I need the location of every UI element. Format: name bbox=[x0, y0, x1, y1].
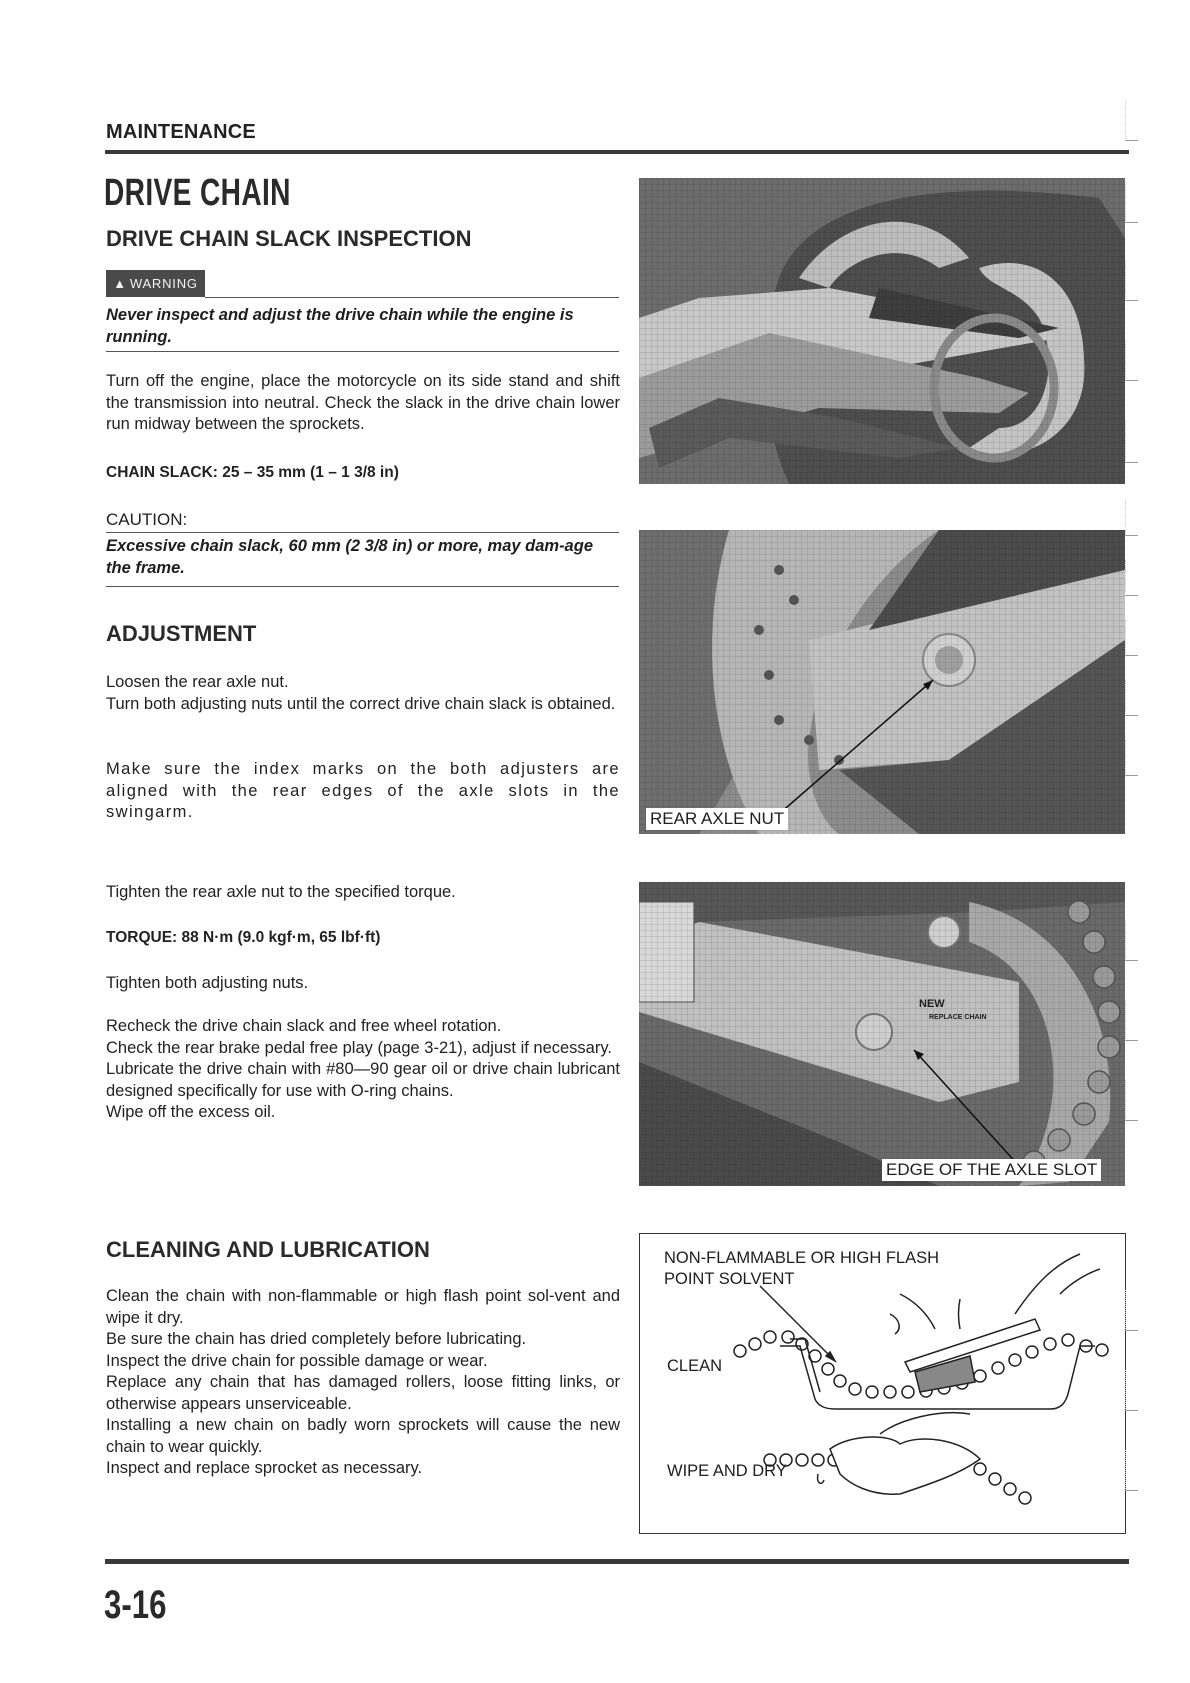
edge-mark bbox=[1125, 1370, 1138, 1411]
edge-mark bbox=[1125, 680, 1138, 716]
hand-brush bbox=[1015, 1254, 1100, 1314]
edge-mark bbox=[1125, 1290, 1138, 1331]
photo-axle-slot-art bbox=[639, 882, 1125, 1186]
inspection-heading: DRIVE CHAIN SLACK INSPECTION bbox=[106, 226, 472, 251]
adjustment-steps-5: Recheck the drive chain slack and free wheel rotation. Check the rear brake pedal free play (page 3-21), adjust if necessary. Lubricate the drive chain with #80—90 gear oil or drive chain lubricant designed specifically for use with O-ring chains. Wipe off the excess oil. bbox=[106, 1017, 620, 1121]
section-header: MAINTENANCE bbox=[106, 121, 256, 143]
photo-rear-axle-nut-art bbox=[639, 530, 1125, 834]
edge-mark bbox=[1125, 500, 1138, 536]
callout-rear-axle-nut: REAR AXLE NUT bbox=[646, 808, 788, 830]
diagram-label-solvent: NON-FLAMMABLE OR HIGH FLASH POINT SOLVENT bbox=[664, 1249, 940, 1288]
warning-rule-bottom bbox=[106, 351, 619, 352]
edge-mark bbox=[1125, 560, 1138, 596]
caution-rule-bottom bbox=[106, 586, 619, 587]
cleaning-text: Clean the chain with non-flammable or high flash point sol-vent and wipe it dry. Be sure the chain has dried completely before lubricating. Inspect the drive chain for possible damage or wear. Replace any chain that has damaged rollers, loose fitting links, or otherwise appears unserviceable. Installing a new chain on badly worn sprockets will cause the new chain to wear quickly. Inspect and replace sprocket as necessary. bbox=[106, 1287, 620, 1477]
photo-drive-chain-art bbox=[639, 178, 1125, 484]
torque-spec: TORQUE: 88 N·m (9.0 kgf·m, 65 lbf·ft) bbox=[106, 929, 381, 946]
adjustment-steps-1: Loosen the rear axle nut. Turn both adjusting nuts until the correct drive chain slack is obtained. bbox=[106, 673, 616, 713]
wiping-cloth bbox=[830, 1437, 980, 1494]
caution-rule-top bbox=[106, 532, 619, 533]
edge-mark bbox=[1125, 920, 1138, 961]
edge-mark bbox=[1125, 420, 1138, 463]
edge-mark bbox=[1125, 100, 1138, 141]
adjustment-steps-2: Make sure the index marks on the both adjusters are aligned with the rear edges of the axle slots in the swingarm. bbox=[106, 760, 620, 821]
photo-axle-slot bbox=[639, 882, 1125, 1186]
edge-mark bbox=[1125, 1450, 1138, 1491]
hand-wipe bbox=[880, 1413, 970, 1434]
edge-mark bbox=[1125, 1000, 1138, 1041]
edge-mark bbox=[1125, 740, 1138, 776]
edge-mark bbox=[1125, 620, 1138, 656]
warning-label: WARNING bbox=[129, 276, 198, 291]
cleaning-heading: CLEANING AND LUBRICATION bbox=[106, 1237, 430, 1262]
adjustment-steps-4: Tighten both adjusting nuts. bbox=[106, 974, 309, 992]
photo-rear-axle-nut bbox=[639, 530, 1125, 834]
edge-mark bbox=[1125, 260, 1138, 301]
solvent-arrow bbox=[760, 1286, 835, 1361]
footer-rule bbox=[105, 1559, 1129, 1564]
adjustment-steps-3: Tighten the rear axle nut to the specified torque. bbox=[106, 883, 456, 901]
edge-mark bbox=[1125, 340, 1138, 381]
edge-mark bbox=[1125, 182, 1138, 223]
chain-slack-spec: CHAIN SLACK: 25 – 35 mm (1 – 1 3/8 in) bbox=[106, 464, 399, 481]
header-rule bbox=[105, 150, 1129, 154]
diagram-label-clean: CLEAN bbox=[667, 1357, 723, 1375]
caution-text: Excessive chain slack, 60 mm (2 3/8 in) or more, may dam-age the frame. bbox=[106, 537, 593, 577]
inspection-instructions: Turn off the engine, place the motorcycle on its side stand and shift the transmission into neutral. Check the slack in the drive chain lower run midway between the sprockets. bbox=[106, 372, 620, 433]
warning-rule-top bbox=[205, 297, 619, 298]
caution-label: CAUTION: bbox=[106, 510, 188, 529]
photo-drive-chain bbox=[639, 178, 1125, 484]
warning-text: Never inspect and adjust the drive chain while the engine is running. bbox=[106, 306, 574, 346]
warning-badge bbox=[106, 270, 205, 297]
warning-triangle-icon: ▲ bbox=[113, 276, 127, 291]
page-title: DRIVE CHAIN bbox=[104, 172, 291, 214]
adjustment-heading: ADJUSTMENT bbox=[106, 621, 257, 646]
callout-edge-of-axle-slot: EDGE OF THE AXLE SLOT bbox=[882, 1159, 1101, 1181]
page-number: 3-16 bbox=[104, 1583, 167, 1627]
edge-mark bbox=[1125, 1080, 1138, 1121]
diagram-label-wipe-and-dry: WIPE AND DRY bbox=[667, 1462, 787, 1480]
